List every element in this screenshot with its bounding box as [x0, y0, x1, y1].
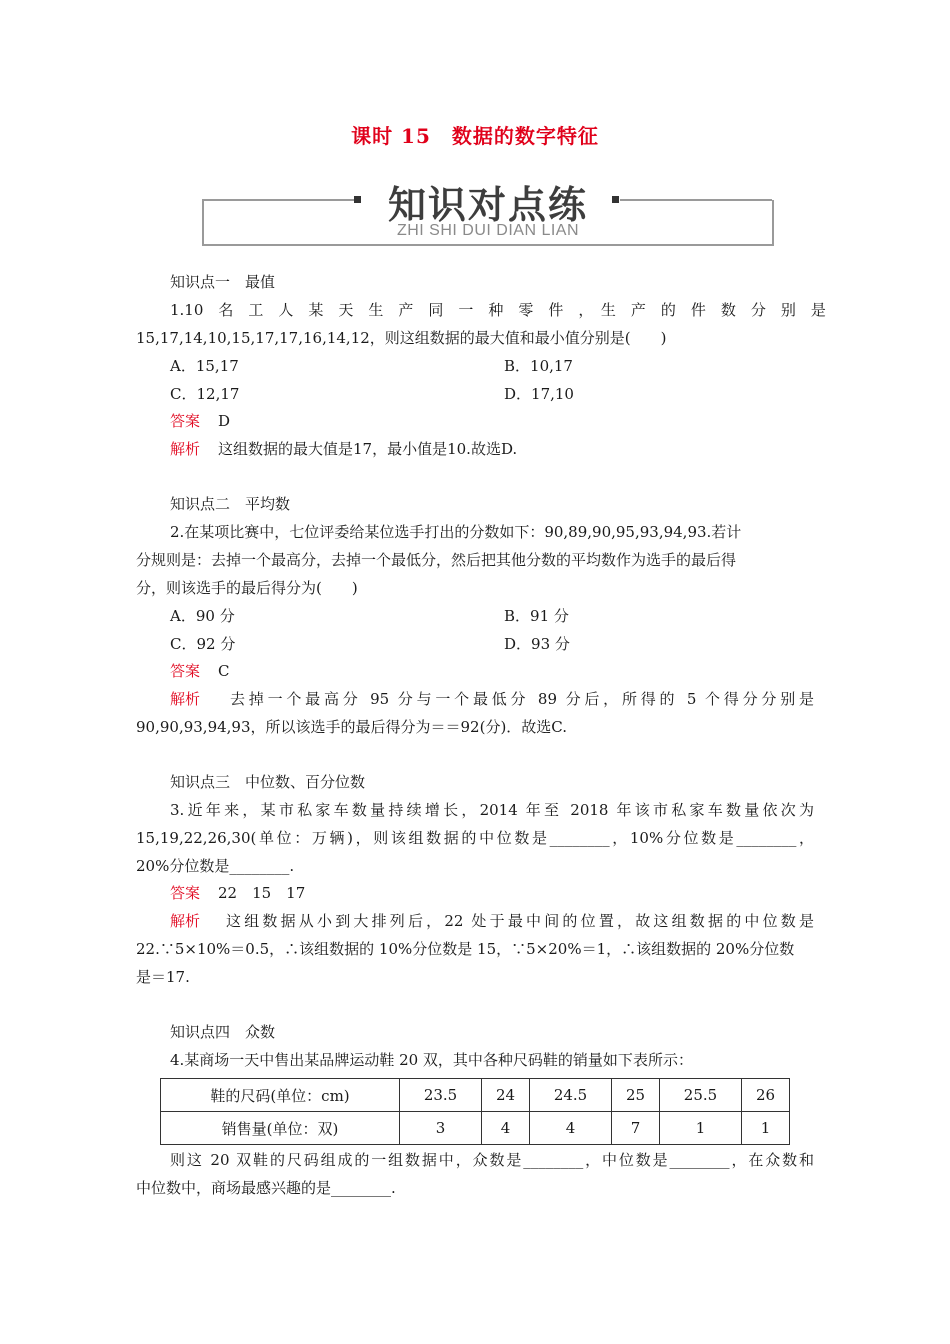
option-a: A．90 分	[170, 607, 235, 625]
option-b: B．91 分	[504, 607, 569, 625]
question-text: 2.在某项比赛中，七位评委给某位选手打出的分数如下：90,89,90,95,93,94,93.若计	[170, 523, 742, 541]
table-cell: 4	[482, 1112, 530, 1145]
analysis-label: 解析	[170, 912, 201, 930]
analysis-label: 解析	[170, 690, 201, 708]
analysis-text: 22.∵5×10%＝0.5，∴该组数据的 10%分位数是 15，∵5×20%＝1，∴该组数据的 20%分位数	[136, 940, 795, 958]
table-cell: 25.5	[659, 1079, 741, 1112]
analysis-text: 这组数据的最大值是17，最小值是10.故选D.	[218, 440, 518, 458]
analysis-label: 解析	[170, 440, 201, 458]
option-b: B．10,17	[504, 357, 573, 375]
table-cell: 24.5	[529, 1079, 611, 1112]
table-cell: 24	[482, 1079, 530, 1112]
banner-title: 知识对点练	[387, 183, 588, 227]
question-text: 分规则是：去掉一个最高分，去掉一个最低分，然后把其他分数的平均数作为选手的最后得	[136, 551, 737, 569]
table-cell: 鞋的尺码(单位：cm)	[161, 1079, 400, 1112]
answer-value: D	[218, 412, 231, 430]
option-a: A．15,17	[170, 357, 239, 375]
section-heading: 知识点二 平均数	[170, 495, 291, 513]
question-text: 3.近年来，某市私家车数量持续增长，2014 年至 2018 年该市私家车数量依次为	[170, 801, 814, 819]
answer-label: 答案	[170, 662, 201, 680]
section-heading: 知识点一 最值	[170, 273, 276, 291]
option-d: D．93 分	[504, 635, 570, 653]
section-heading: 知识点三 中位数、百分位数	[170, 773, 366, 791]
table-cell: 23.5	[400, 1079, 482, 1112]
question-text: 20%分位数是________.	[136, 857, 295, 875]
answer-label: 答案	[170, 884, 201, 902]
option-c: C．92 分	[170, 635, 236, 653]
table-cell: 4	[529, 1112, 611, 1145]
section-banner	[202, 168, 774, 248]
lesson-title: 课时 15 数据的数字特征	[351, 124, 599, 148]
table-cell: 25	[612, 1079, 660, 1112]
question-text: 4.某商场一天中售出某品牌运动鞋 20 双，其中各种尺码鞋的销量如下表所示：	[170, 1051, 693, 1069]
option-c: C．12,17	[170, 385, 240, 403]
question-text: 15,17,14,10,15,17,17,16,14,12，则这组数据的最大值和最小值分别是( )	[136, 329, 667, 347]
section-heading: 知识点四 众数	[170, 1023, 276, 1041]
banner-rule-right	[620, 199, 772, 201]
shoe-size-table	[160, 1078, 790, 1145]
analysis-text: 这组数据从小到大排列后，22 处于最中间的位置，故这组数据的中位数是	[226, 912, 814, 930]
banner-pinyin: ZHI SHI DUI DIAN LIAN	[396, 222, 580, 239]
banner-rule-left	[202, 199, 354, 201]
table-row	[161, 1079, 790, 1112]
question-text: 则这 20 双鞋的尺码组成的一组数据中，众数是________，中位数是________，在众数和	[170, 1151, 814, 1169]
table-cell: 3	[400, 1112, 482, 1145]
table-row	[161, 1112, 790, 1145]
banner-square-left	[354, 196, 361, 203]
answer-label: 答案	[170, 412, 201, 430]
question-text: 分，则该选手的最后得分为( )	[136, 579, 358, 597]
answer-value: C	[218, 662, 230, 680]
analysis-text: 去掉一个最高分 95 分与一个最低分 89 分后，所得的 5 个得分分别是	[230, 690, 814, 708]
table-cell: 1	[659, 1112, 741, 1145]
option-d: D．17,10	[504, 385, 574, 403]
question-text: 15,19,22,26,30(单位：万辆)，则该组数据的中位数是________，10%分位数是________，	[136, 829, 814, 847]
analysis-text: 90,90,93,94,93，所以该选手的最后得分为＝＝92(分)．故选C.	[136, 718, 568, 736]
table-cell: 销售量(单位：双)	[161, 1112, 400, 1145]
answer-value: 22 15 17	[218, 884, 306, 902]
question-text: 1.10 名 工 人 某 天 生 产 同 一 种 零 件 ， 生 产 的 件 数 分 别 是	[170, 301, 826, 319]
table-cell: 7	[612, 1112, 660, 1145]
table-cell: 1	[742, 1112, 790, 1145]
question-text: 中位数中，商场最感兴趣的是________.	[136, 1179, 396, 1197]
table-cell: 26	[742, 1079, 790, 1112]
analysis-text: 是＝17.	[136, 968, 190, 986]
